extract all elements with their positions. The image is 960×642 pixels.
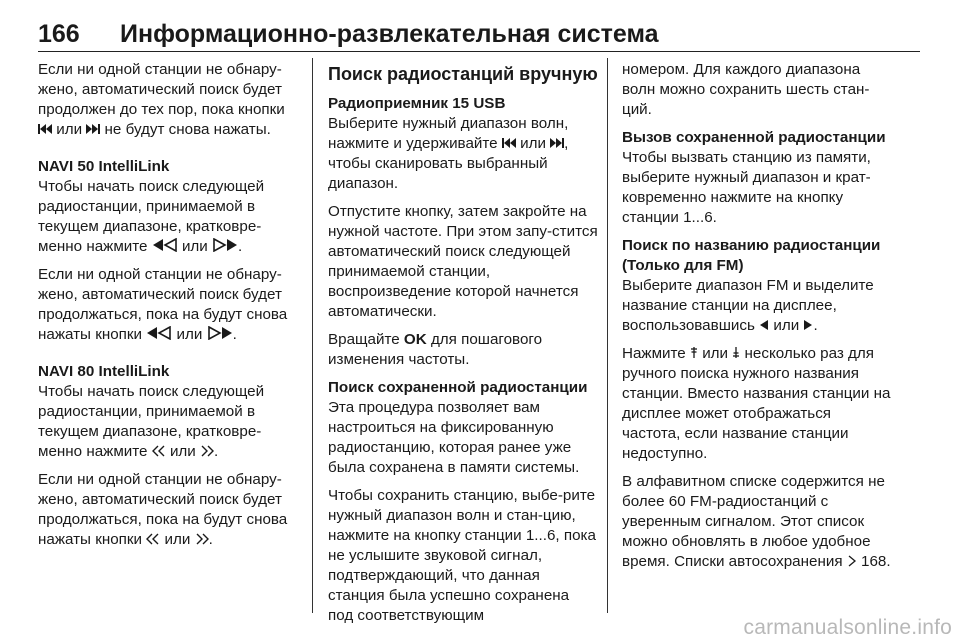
- section-heading: NAVI 50 IntelliLink: [38, 158, 170, 175]
- hollow-triangle-back-icon: [152, 238, 178, 252]
- triangle-left-icon: [759, 319, 769, 331]
- double-chevron-left-icon: [146, 533, 160, 545]
- paragraph: Чтобы начать поиск следующей радиостанции, принимаемой в текущем диапазоне, кратковре-менно нажмите или .: [38, 178, 265, 255]
- double-chevron-right-icon: [200, 445, 214, 457]
- paragraph: Вращайте OK для пошагового изменения частоты.: [328, 331, 543, 368]
- column-2: [328, 60, 598, 634]
- column-3: [622, 60, 892, 580]
- triangle-right-icon: [803, 319, 813, 331]
- chapter-title: Информационно-развлекательная система: [120, 20, 659, 48]
- page-header: [38, 18, 920, 54]
- scroll-down-icon: [732, 346, 740, 359]
- ok-label: OK: [403, 331, 427, 348]
- paragraph: Отпустите кнопку, затем закройте на нужной частоте. При этом запу-стится автоматический поиск следующей принимаемой станции, воспроизведение которой начнется автоматически.: [328, 203, 598, 320]
- header-rule: [38, 51, 920, 52]
- watermark: carmanualsonline.info: [743, 616, 952, 639]
- section-heading: Радиоприемник 15 USB: [328, 95, 506, 112]
- section-heading: Поиск сохраненной радиостанции: [328, 379, 588, 396]
- page-number: 166: [38, 20, 80, 48]
- paragraph: В алфавитном списке содержится не более 60 FM-радиостанций с уверенным сигналом. Этот список можно обновлять в любое удобное время. Списки автосохранения 168.: [622, 473, 891, 570]
- paragraph: Чтобы вызвать станцию из памяти, выберите нужный диапазон и крат-ковременно нажмите на кнопку станции 1...6.: [622, 149, 871, 226]
- paragraph: Если ни одной станции не обнару-жено, автоматический поиск будет продолжен до тех пор, пока кнопки или не будут снова нажаты.: [38, 61, 285, 138]
- paragraph: Если ни одной станции не обнару-жено, автоматический поиск будет продолжаться, пока на будут снова нажаты кнопки или .: [38, 471, 288, 548]
- section-title: Поиск радиостанций вручную: [328, 64, 598, 84]
- column-divider-2: [607, 58, 608, 613]
- seek-forward-icon: [86, 123, 100, 135]
- page-reference: 168.: [861, 553, 891, 570]
- paragraph: Чтобы начать поиск следующей радиостанции, принимаемой в текущем диапазоне, кратковре-менно нажмите или .: [38, 383, 265, 460]
- paragraph: Нажмите или несколько раз для ручного поиска нужного названия станции. Вместо названия станции на дисплее может отображаться частота, если название станции недоступно.: [622, 345, 891, 462]
- hollow-triangle-forward-icon: [212, 238, 238, 252]
- section-heading: Вызов сохраненной радиостанции: [622, 129, 886, 146]
- paragraph: Выберите диапазон FM и выделите название станции на дисплее, воспользовавшись или .: [622, 277, 874, 334]
- seek-forward-icon: [550, 137, 564, 149]
- double-chevron-right-icon: [195, 533, 209, 545]
- paragraph: номером. Для каждого диапазона волн можно сохранить шесть стан-ций.: [622, 61, 870, 118]
- hollow-triangle-back-icon: [146, 326, 172, 340]
- section-heading: Поиск по названию радиостанции (Только для FM): [622, 237, 881, 274]
- seek-back-icon: [38, 123, 52, 135]
- column-1: [38, 60, 298, 558]
- hollow-triangle-forward-icon: [207, 326, 233, 340]
- scroll-up-icon: [690, 346, 698, 359]
- paragraph: Чтобы сохранить станцию, выбе-рите нужный диапазон волн и стан-цию, нажмите на кнопку станции 1...6, пока не услышите звуковой сигнал, подтверждающий, что данная станция была успешно сохранена под соответствующим: [328, 487, 596, 624]
- paragraph: Эта процедура позволяет вам настроиться на фиксированную радиостанцию, которая ранее уже была сохранена в памяти системы.: [328, 399, 580, 476]
- reference-arrow-icon: [847, 555, 857, 567]
- paragraph: Если ни одной станции не обнару-жено, автоматический поиск будет продолжаться, пока на будут снова нажаты кнопки или .: [38, 266, 288, 343]
- double-chevron-left-icon: [152, 445, 166, 457]
- paragraph: Выберите нужный диапазон волн, нажмите и удерживайте или , чтобы сканировать выбранный диапазон.: [328, 115, 569, 192]
- seek-back-icon: [502, 137, 516, 149]
- section-heading: NAVI 80 IntelliLink: [38, 363, 170, 380]
- column-divider-1: [312, 58, 313, 613]
